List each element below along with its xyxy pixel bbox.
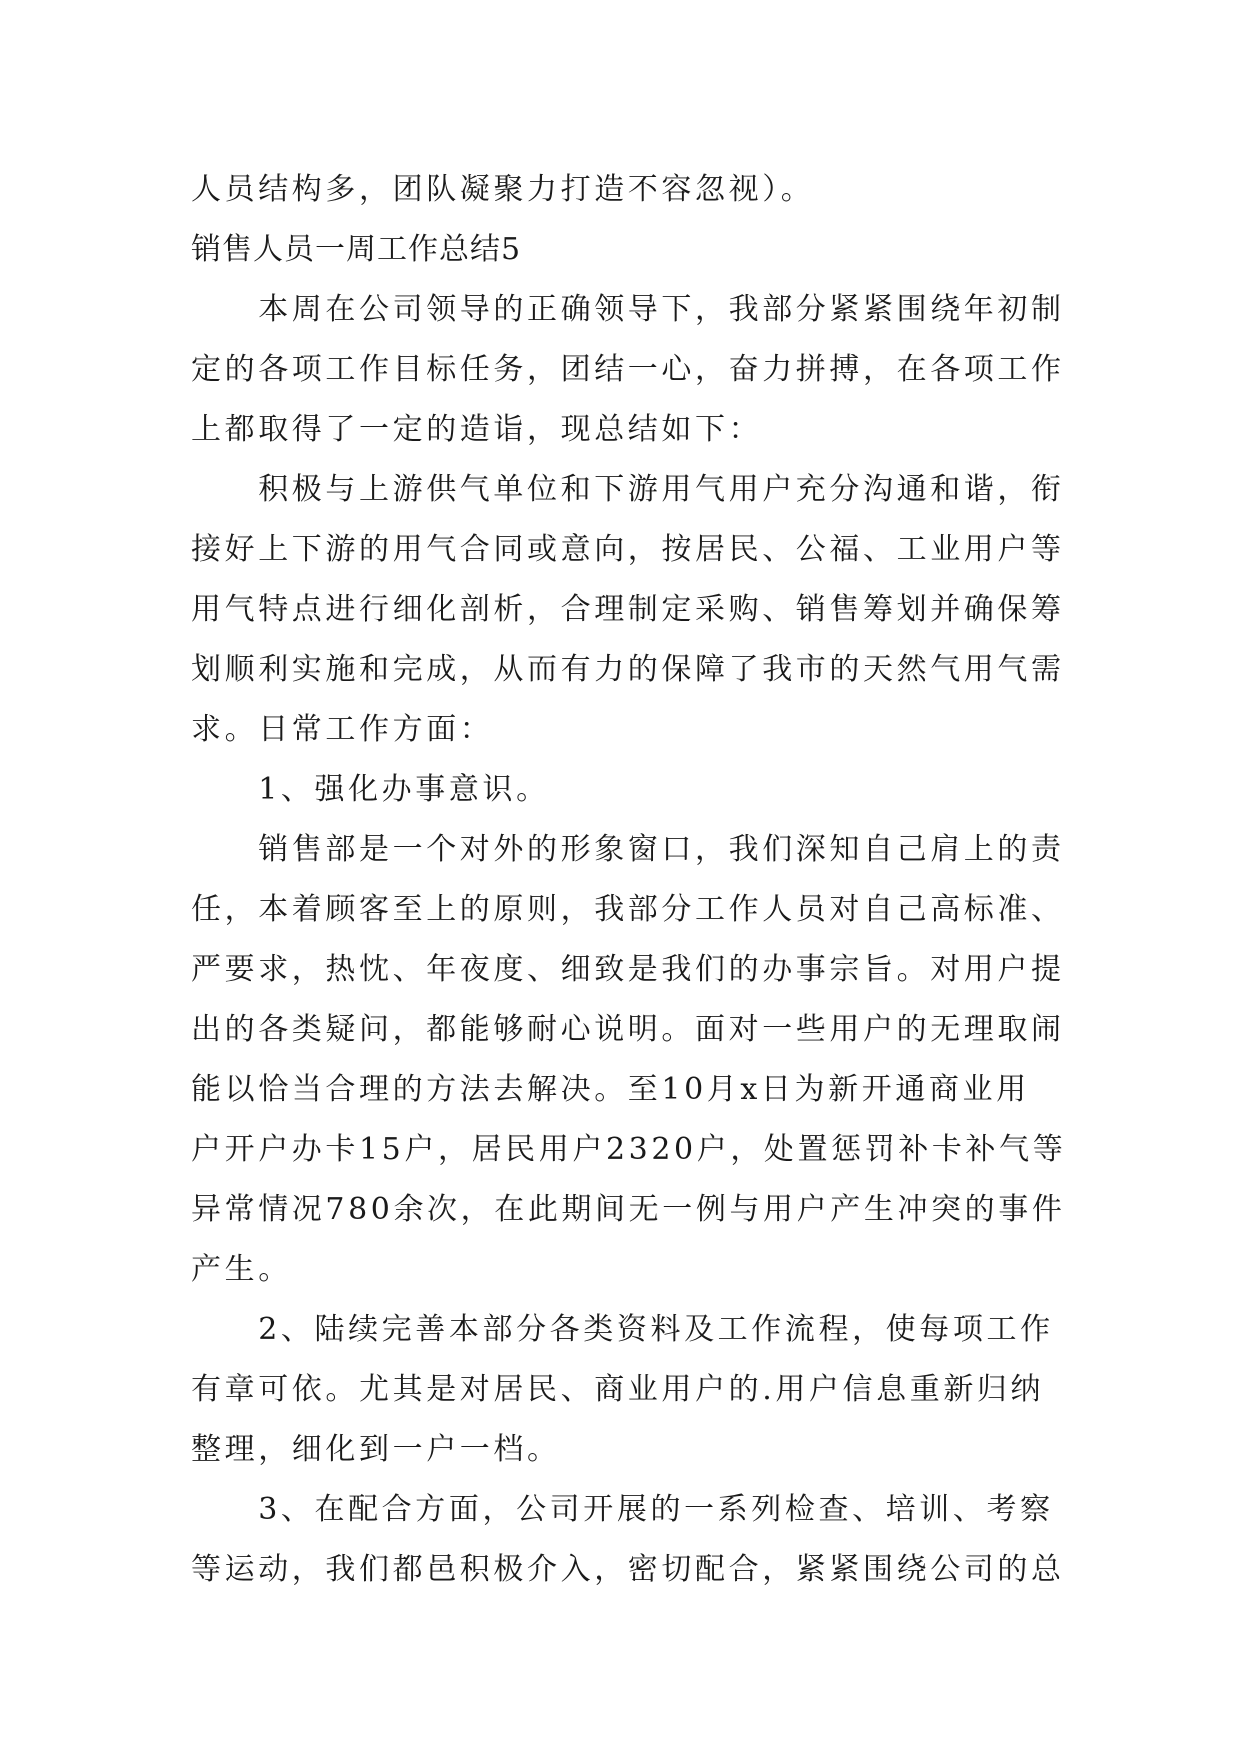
text-line: 异常情况780余次，在此期间无一例与用户产生冲突的事件 — [191, 1192, 1066, 1227]
document-body — [191, 160, 1067, 1600]
text-line: 人员结构多，团队凝聚力打造不容忽视）。 — [191, 172, 815, 207]
section-title: 销售人员一周工作总结5 — [191, 232, 522, 267]
text-line: 任，本着顾客至上的原则，我部分工作人员对自己高标准、 — [191, 892, 1065, 927]
text-line: 求。日常工作方面： — [191, 712, 494, 747]
text-line: 用气特点进行细化剖析，合理制定采购、销售筹划并确保筹 — [191, 592, 1065, 627]
text-line: 上都取得了一定的造诣，现总结如下： — [191, 412, 763, 447]
text-line: 户开户办卡15户，居民用户2320户，处置惩罚补卡补气等 — [191, 1132, 1067, 1167]
text-line: 接好上下游的用气合同或意向，按居民、公福、工业用户等 — [191, 532, 1065, 567]
text-line: 销售部是一个对外的形象窗口，我们深知自己肩上的责 — [191, 832, 1065, 867]
text-line: 产生。 — [191, 1252, 292, 1287]
text-line: 整理，细化到一户一档。 — [191, 1432, 561, 1467]
text-line: 出的各类疑问，都能够耐心说明。面对一些用户的无理取闹 — [191, 1012, 1065, 1047]
text-line: 有章可依。尤其是对居民、商业用户的.用户信息重新归纳 — [191, 1372, 1045, 1407]
list-item-heading: 1、强化办事意识。 — [191, 772, 550, 807]
text-line: 积极与上游供气单位和下游用气用户充分沟通和谐，衔 — [191, 472, 1065, 507]
text-line: 本周在公司领导的正确领导下，我部分紧紧围绕年初制 — [191, 292, 1065, 327]
text-line: 定的各项工作目标任务，团结一心，奋力拼搏，在各项工作 — [191, 352, 1065, 387]
text-line: 等运动，我们都邑积极介入，密切配合，紧紧围绕公司的总 — [191, 1552, 1065, 1587]
text-line: 划顺利实施和完成，从而有力的保障了我市的天然气用气需 — [191, 652, 1065, 687]
text-line: 能以恰当合理的方法去解决。至10月x日为新开通商业用 — [191, 1072, 1030, 1107]
text-line: 3、在配合方面，公司开展的一系列检查、培训、考察 — [191, 1492, 1054, 1527]
text-line: 2、陆续完善本部分各类资料及工作流程，使每项工作 — [191, 1312, 1054, 1347]
text-line: 严要求，热忱、年夜度、细致是我们的办事宗旨。对用户提 — [191, 952, 1065, 987]
